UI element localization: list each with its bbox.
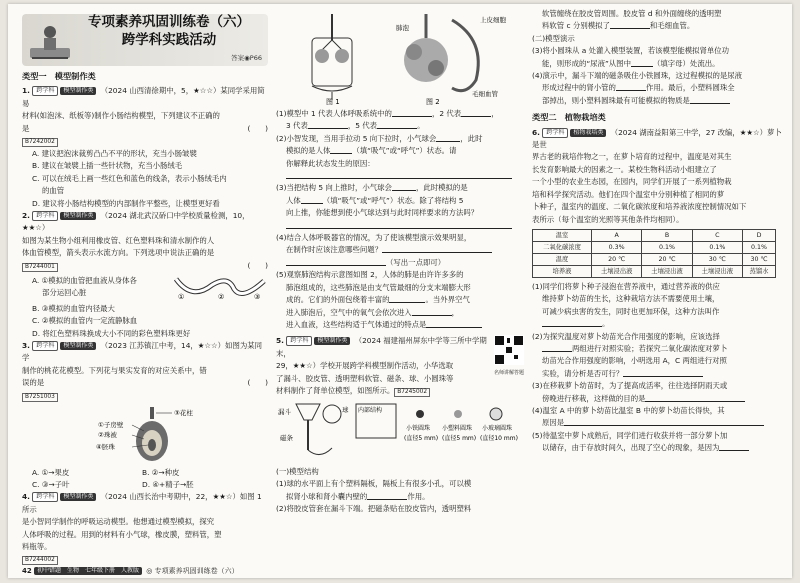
answer-blank[interactable] (286, 170, 512, 179)
answer-blank[interactable] (377, 120, 417, 129)
section-title: 类型二 植物栽培类 (532, 112, 606, 123)
fig-label: 球 (342, 405, 349, 414)
answer-blank[interactable] (412, 307, 452, 316)
figure-caption: 图 2 (426, 98, 440, 106)
fig-label: (直径10 mm) (480, 434, 518, 442)
fig-label: 毛细血管 (472, 90, 498, 98)
option-a: A. ①模拟的血管把血液从身体各 (32, 275, 137, 285)
column-middle: 图 1 肺泡 上皮细胞 毛细血管 图 2 (1)模型中 1 代表人体呼吸系统中的 ，2 代表 ， 3 代表 ，5 代表 。 (2)小智发现，当用手拉动 5 向下拉时，小气球会 ，此时 模拟的是人体 （填“吸气”或“呼气”）状态。请 你解释此状态发生的原因： (3)当把结构 5 向上推时，小气球会 ，此时模拟的是 人体 （填“吸气”或“呼气”）状态。除了将结构 5 向上推，你能想到使小气球达到与此时同样要求的方法吗？ (4)结合人体呼吸器官的情况，为了使该模型演示效果明显， 在制作时应该注意哪些问题？ （写出一点即可） (5)观察肺泡结构示意图如图 2，人体的肺是由许许多多的 肺泡组成的，这些肺泡是由支气管最细的分支末端膨大形 成的。它们的外面包绕着丰富的 。当外界空气 进入肺泡后，空气中的氧气会依次进入 ， 进入血液，这些结构适于气体通过的特点是 5. 跨学科 模型制作类 （2024 福建福州屏东中学等三所中学期末， 29，★★☆）学校开展跨学科模型制作活动，小华选取 了漏斗、胶皮管、透明塑料软管、磁条、球、小圆珠等 材料制作了肾单位模型，如图所示。 B7245002 名师讲解答题 漏斗 球 磁条 内部结构 小铁圆珠 小塑料圆珠 小玻璃圆珠 (直径5 mm) (直径5 mm) (直径10 mm) (一)模型结构 (1)球的水平面上有个塑料隔板，隔板上有很多小孔，可以模 拟肾小球和肾小囊内壁的 作用。 (2)将胶皮管套在漏斗下端。把磁条贴在胶皮管内，透明塑料 (276, 8, 524, 516)
flower-model-diagram (22, 405, 268, 465)
qr-code-icon[interactable] (494, 335, 524, 365)
fig-label: ③花柱 (174, 408, 193, 417)
option-b: B. 建议在皱襞上插一些针状物，充当小肠绒毛 (32, 161, 183, 171)
answer-blank[interactable] (461, 108, 491, 117)
banner-illustration-icon (28, 20, 72, 62)
fig-label: 肺泡 (396, 24, 409, 32)
option-a: A. ①→果皮 (32, 467, 70, 477)
answer-blank[interactable] (426, 319, 482, 328)
title-banner (22, 10, 268, 66)
answer-blank[interactable] (616, 82, 646, 91)
greenhouse-conditions-table (532, 229, 776, 278)
answer-blank[interactable] (564, 417, 764, 426)
page-number: 42 (22, 567, 32, 575)
fig-label: (直径5 mm) (442, 434, 477, 442)
fig-label: 漏斗 (278, 407, 291, 416)
kidney-unit-model-diagram (276, 400, 524, 464)
blood-vessel-model-diagram (172, 271, 268, 303)
answer-reference: 答案◉P66 (231, 54, 262, 62)
figure-caption: 图 1 (326, 98, 340, 106)
option-d: D. 将红色塑料珠换成大小不同的彩色塑料珠更好 (32, 328, 191, 338)
answer-blank[interactable] (301, 195, 323, 204)
page-subtitle: 跨学科实践活动 (121, 32, 217, 48)
type-tag: 模型制作类 (60, 87, 96, 95)
page-title: 专项素养巩固训练卷（六） (88, 14, 250, 30)
column-left: 专项素养巩固训练卷（六） 跨学科实践活动 答案◉P66 类型一 模型制作类 1. 跨学科 模型制作类 （2024 山西清徐期中，5，★☆☆）某同学采用简易 材料(如泡沫、纸板等)制作小肠结构模型，下列建议不正确的 是 ( ) B7242002 A. 建议把泡沫裁剪凸凸不平的形状，充当小肠皱襞 B. 建议在皱襞上插一些针状物，充当小肠绒毛 C. 可以在绒毛上画一些红色和蓝色的线条，表示小肠绒毛内 的血管 D. 建议将小肠结构模型的内部制作平整些，让模型更好看 2. 跨学科 模型制作类 （2024 湖北武汉硚口中学校质量检测，10，★★☆） 如图为某生物小组利用橡皮管、红色塑料珠和清水制作的人 体血管模型，箭头表示水流方向。下列选项中说法正确的是 B7244001 ( ) A. ①模拟的血管把血液从身体各 部分运回心脏 ① ② ③ B. ③模拟的血管内径最大 C. ②模拟的血管内一定流静脉血 D. 将红色塑料珠换成大小不同的彩色塑料珠更好 3. 跨学科 模型制作类 （2023 江苏镇江中考，14，★☆☆）如图为某同学 制作的桃花花模型。下列花与果实发育的对应关系中，错 误的是 ( ) B7251003 ①子房壁 ②珠被 ④胚珠 ③花柱 A. ①→果皮 B. ②→种皮 C. ③→子叶 D. ④+精子→胚 4. 跨学科 模型制作类 （2024 山西长治中考期中，22，★★☆）如图 1 所示 是小智同学制作的呼吸运动模型。他想通过模型模拟，探究 人体呼吸的过程。用到的材料有小气球，橡皮膜，塑料管，塑 料瓶等。 B7244002 (22, 8, 268, 566)
fig-label: 上皮细胞 (480, 16, 506, 24)
answer-blank[interactable] (392, 108, 432, 117)
question-code: B7242002 (22, 138, 58, 147)
option-d: D. 建议将小肠结构模型的内部制作平整些，让模型更好看 (32, 198, 220, 208)
option-c: C. 可以在绒毛上画一些红色和蓝色的线条，表示小肠绒毛内 (32, 173, 227, 183)
table-header-row: 温室 A B C D (533, 229, 776, 241)
section-title: 类型一 模型制作类 (22, 71, 96, 81)
fig-label: (直径5 mm) (404, 434, 439, 442)
breathing-model-figures (276, 10, 524, 106)
option-c: C. ②模拟的血管内一定流静脉血 (32, 316, 138, 326)
footer-label: ◎ 专项素养巩固训练卷（六） (146, 567, 239, 575)
table-row: 二氧化碳浓度 0.3% 0.1% 0.1% 0.1% (533, 241, 776, 253)
answer-blank[interactable] (610, 20, 650, 29)
workbook-page (8, 4, 792, 578)
option-b: B. ②→种皮 (142, 467, 180, 477)
answer-blank[interactable] (542, 343, 572, 352)
fig-label: 内部结构 (358, 406, 383, 414)
answer-blank[interactable] (623, 368, 703, 377)
table-row: 培养液 土壤浸出液 土壤浸出液 土壤浸出液 蒸馏水 (533, 265, 776, 277)
fig-label: ①子房壁 (98, 420, 124, 429)
fig-label-3: ③ (254, 292, 261, 301)
column-right: 软管缠绕在胶皮管周围。胶皮管 d 和外面缠绕的透明塑 料软管 c 分别模拟了 和毛细血管。 (二)模型演示 (3)将小圆珠从 a 处灌入模型装置，若该模型能模拟肾单位功 能，则形成的“尿液”从图中 （填字母）处流出。 (4)演示中，漏斗下端的磁条吸住小铁圆珠，这过程模拟的是尿液 形成过程中的肾小管的 作用。最后，小塑料圆珠全 部掉出，则小塑料圆珠最有可能模拟的物质是 类型二 植物栽培类 6. 跨学科 植物栽培类 （2024 湖南益阳第三中学，27 改编，★★☆）萝卜是世 界古老的栽培作物之一，在萝卜培育的过程中，温度是对其生 长发育影响最大的因素之一。某校生物科活动小组建立了 一个小型的农业生态园，在园内，同学们开展了一系列植物栽 培和科学探究活动。他们在四个温室中分别种植了相同的萝 卜种子，温室内的温度、二氧化碳浓度和培养液浓度控制情况如下 表所示（每个温室的光照等其他条件均相同）。 温室 A B C D 二氧化碳浓度 0.3% 0.1% 0.1% 0.1% 温度 20 ℃ 20 ℃ 30 ℃ 30 ℃ 培养液 土壤浸出液 土壤浸出液 土壤浸出液 蒸馏水 (1)同学们将萝卜种子浸泡在营养液中，通过营养液的供应 维持萝卜幼苗的生长，这种栽培方法不需要使用土壤， 可减少病虫害的发生，同时也更加环保，这种方法叫作 。 (2)为探究温度对萝卜幼苗光合作用强度的影响，应该选择 两组进行对照实验；若探究二氧化碳浓度对萝卜 幼苗光合作用强度的影响，小明选用 A，C 两组进行对照 实验，请分析是否可行？ (3)在移栽萝卜幼苗时，为了提高成活率，往往选择阴雨天或 傍晚进行移栽，这样做的目的是 (4)温室 A 中的萝卜幼苗比温室 B 中的萝卜幼苗长得快，其 原因是 (5)待温室中萝卜成熟后，同学们进行收获并将一部分萝卜加 以储存，由于存放时间久，出现了空心的现象，是因为 (532, 8, 784, 455)
fig-label: 小玻璃圆珠 (482, 424, 513, 432)
fig-label: 小铁圆珠 (406, 424, 431, 432)
answer-blank[interactable] (645, 393, 745, 402)
option-a: A. 建议把泡沫裁剪凸凸不平的形状，充当小肠皱襞 (32, 149, 197, 159)
answer-blank[interactable] (308, 120, 348, 129)
option-b: B. ③模拟的血管内径最大 (32, 303, 115, 313)
page-footer (22, 566, 239, 576)
fig-label-2: ② (218, 292, 225, 301)
answer-blank[interactable] (286, 220, 512, 229)
table-row: 温度 20 ℃ 20 ℃ 30 ℃ 30 ℃ (533, 253, 776, 265)
answer-blank[interactable] (286, 257, 386, 266)
answer-blank[interactable] (690, 95, 730, 104)
answer-blank[interactable] (367, 491, 407, 500)
answer-blank[interactable] (392, 182, 416, 191)
answer-blank[interactable] (436, 133, 460, 142)
question-2: 2. 跨学科 模型制作类 （2024 湖北武汉硚口中学校质量检测，10，★★☆） (22, 211, 250, 233)
answer-blank[interactable] (542, 318, 602, 327)
fig-label-1: ① (178, 292, 185, 301)
qr-caption: 名师讲解答题 (493, 369, 524, 376)
answer-blank[interactable] (389, 294, 425, 303)
answer-blank[interactable] (631, 58, 653, 67)
answer-blank[interactable] (719, 442, 749, 451)
book-title: 初中错题 生物 七年级下册 人教版 (34, 567, 142, 575)
fig-label: 小塑料圆珠 (442, 424, 473, 432)
question-6: 6. 跨学科 植物栽培类 （2024 湖南益阳第三中学，27 改编，★★☆）萝卜是世 (532, 127, 782, 150)
question-3: 3. 跨学科 模型制作类 （2023 江苏镇江中考，14，★☆☆）如图为某同学 (22, 340, 263, 363)
question-1: 1. 跨学科 模型制作类 （2024 山西清徐期中，5，★☆☆）某同学采用简易 (22, 86, 265, 108)
fig-label: ②珠被 (98, 430, 117, 439)
fig-label: 磁条 (280, 433, 293, 442)
option-c: C. ③→子叶 (32, 479, 70, 489)
fig-label: ④胚珠 (96, 442, 115, 451)
subject-tag: 跨学科 (32, 86, 58, 96)
question-5: 5. 跨学科 模型制作类 （2024 福建福州屏东中学等三所中学期末， (276, 336, 487, 358)
question-4: 4. 跨学科 模型制作类 （2024 山西长治中考期中，22，★★☆）如图 1 所示 (22, 492, 262, 514)
answer-blank[interactable] (330, 145, 352, 154)
answer-blank[interactable] (382, 244, 492, 253)
option-d: D. ④+精子→胚 (142, 479, 194, 489)
